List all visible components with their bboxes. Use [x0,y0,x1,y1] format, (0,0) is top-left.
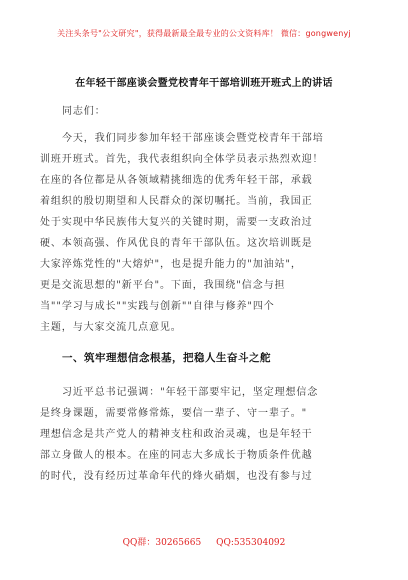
footer-contact [0,535,408,548]
paragraph-line: 理想信念是共产党人的精神支柱和政治灵魂，也是年轻干 [40,429,313,440]
paragraph-line: 主题，与大家交流几点意见。 [40,322,182,333]
document-title: 在年轻干部座谈会暨党校青年干部培训班开班式上的讲话 [75,78,333,89]
header-banner: 关注头条号"公文研究"，获得最新最全最专业的公文资料库！ 微信：gongwenyj [57,29,351,38]
paragraph-line: 在座的各位都是从各领域精挑细选的优秀年轻干部，承载 [40,175,313,186]
qq-text: QQ:535304092 [216,538,286,548]
paragraph-line: 更是交流思想的"新平台"。下面，我围绕"信念与担 [40,280,286,291]
section-heading: 一、筑牢理想信念根基，把稳人生奋斗之舵 [62,352,271,364]
paragraph-line: 习近平总书记强调："年轻干部要牢记，坚定理想信念 [62,387,319,398]
paragraph-line: 今天，我们同步参加年轻干部座谈会暨党校青年干部培 [62,133,324,144]
paragraph-line: 是终身课题，需要常修常炼，要信一辈子、守一辈子。" [40,408,308,419]
paragraph-line: 部立身做人的根本。在座的同志大多成长于物质条件优越 [40,450,313,461]
paragraph-line: 的时代，没有经历过革命年代的烽火硝烟，也没有参与过 [40,471,313,482]
paragraph-line: 训班开班式。首先，我代表组织向全体学员表示热烈欢迎！ [40,154,324,165]
salutation: 同志们： [62,106,106,117]
paragraph-line: 处于实现中华民族伟大复兴的关键时期，需要一支政治过 [40,217,313,228]
paragraph-line: 硬、本领高强、作风优良的青年干部队伍。这次培训既是 [40,238,313,249]
paragraph-line: 着组织的殷切期望和人民群众的深切嘱托。当前，我国正 [40,196,313,207]
paragraph-line: 当""学习与成长""实践与创新""自律与修养"四个 [40,301,275,312]
qq-group-text: QQ群：30265665 [122,538,202,548]
paragraph-line: 大家淬炼党性的"大熔炉"，也是提升能力的"加油站"， [40,259,302,270]
